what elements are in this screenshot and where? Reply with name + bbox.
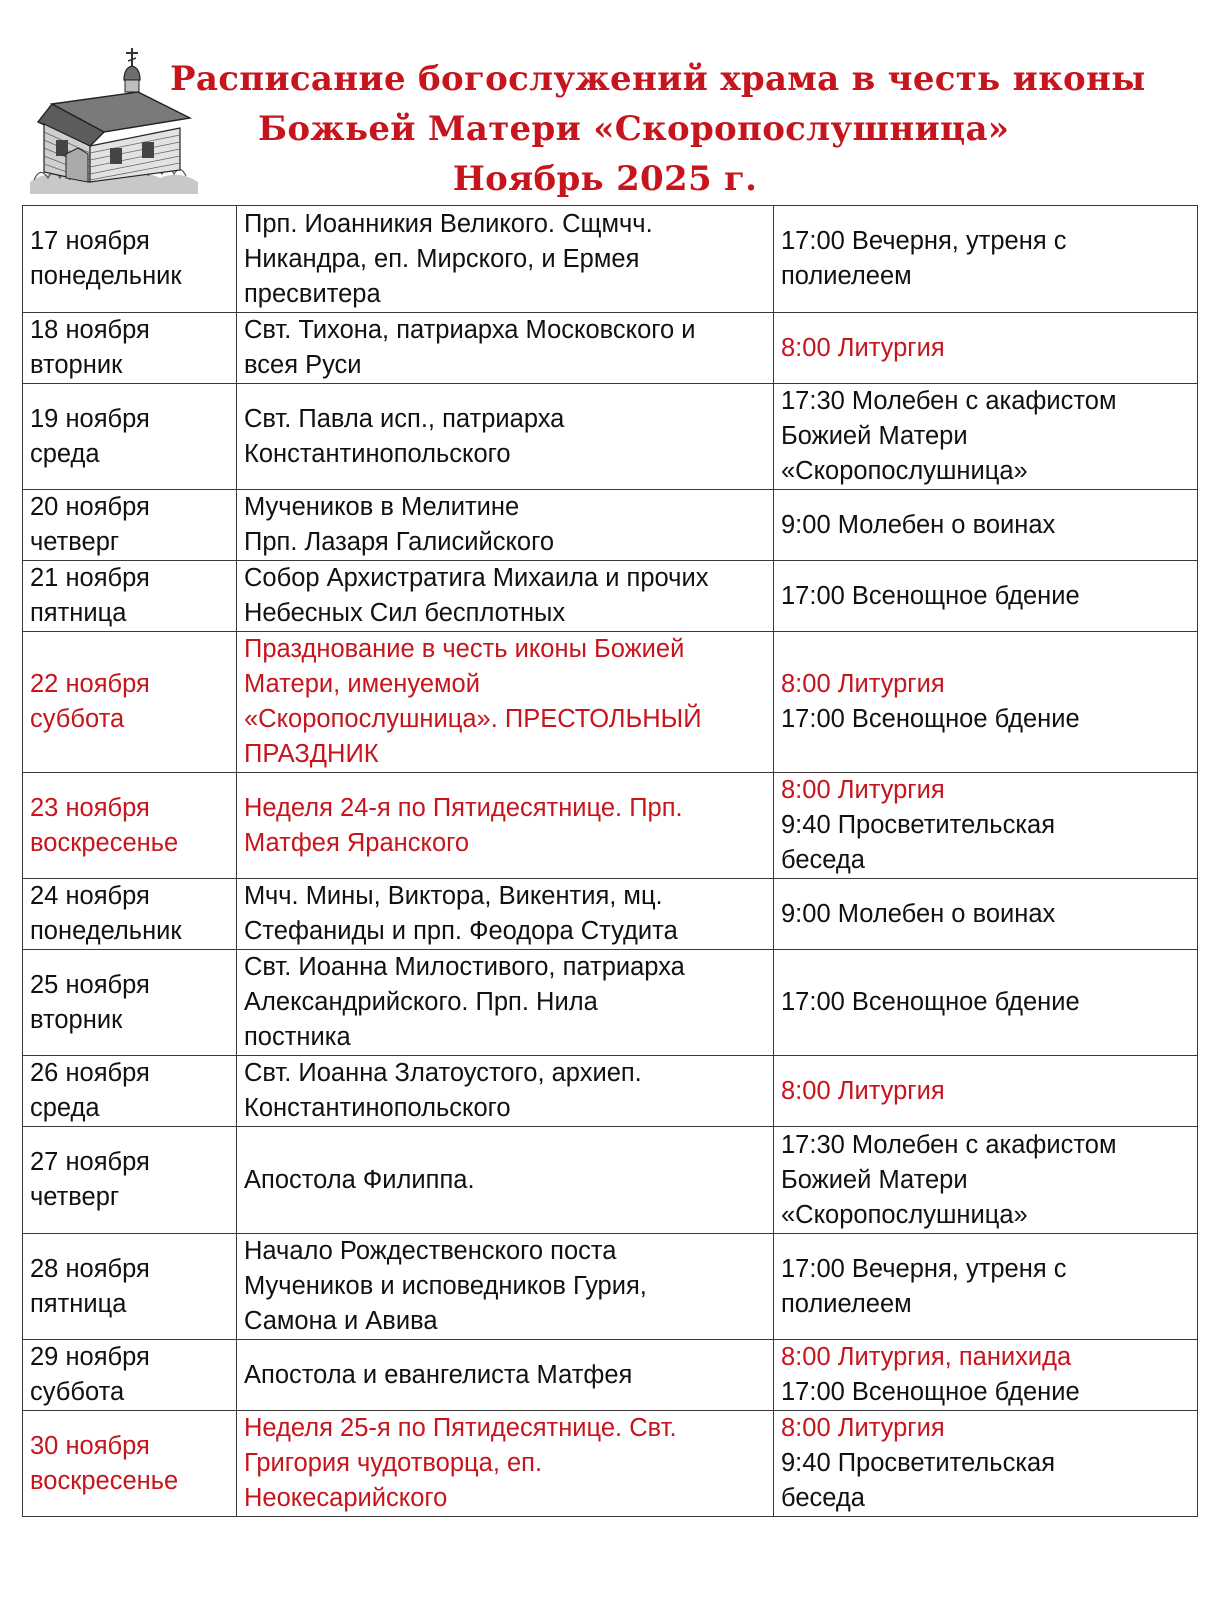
services-cell — [774, 950, 1198, 1056]
weekday-label: воскресенье — [30, 828, 179, 857]
feast-text: Начало Рождественского поста — [244, 1237, 617, 1265]
schedule-row — [23, 950, 1198, 1056]
feast-cell — [237, 313, 774, 384]
schedule-row — [23, 773, 1198, 879]
date-label: 25 ноября — [30, 970, 150, 999]
feast-text: Стефаниды и прп. Феодора Студита — [244, 917, 678, 945]
date-cell — [23, 1056, 237, 1127]
schedule-row — [23, 1056, 1198, 1127]
service-text: 17:00 Вечерня, утреня с — [781, 1254, 1067, 1283]
date-cell — [23, 384, 237, 490]
date-label: 21 ноября — [30, 564, 150, 592]
services-cell — [774, 313, 1198, 384]
feast-cell — [237, 879, 774, 950]
service-text: 8:00 Литургия — [781, 1076, 945, 1105]
service-text: беседа — [781, 1484, 865, 1512]
date-label: 27 ноября — [30, 1148, 150, 1176]
feast-text: Константинопольского — [244, 1094, 511, 1122]
services-cell — [774, 206, 1198, 313]
service-text: 8:00 Литургия — [781, 776, 945, 804]
feast-text: Матери, именуемой — [244, 670, 480, 698]
date-cell — [23, 206, 237, 313]
feast-text: Небесных Сил бесплотных — [244, 599, 566, 627]
schedule-row — [23, 1234, 1198, 1340]
service-text: 9:40 Просветительская — [781, 811, 1056, 839]
date-label: 18 ноября — [30, 316, 150, 344]
date-cell — [23, 879, 237, 950]
services-cell — [774, 1234, 1198, 1340]
feast-text: постника — [244, 1023, 351, 1051]
feast-text: Неделя 24-я по Пятидесятнице. Прп. — [244, 793, 683, 822]
service-text: 9:00 Молебен о воинах — [781, 510, 1056, 539]
feast-cell — [237, 1411, 774, 1517]
date-label: 19 ноября — [30, 404, 150, 433]
schedule-row — [23, 879, 1198, 950]
service-text: беседа — [781, 846, 865, 874]
feast-text: Празднование в честь иконы Божией — [244, 635, 685, 663]
services-cell — [774, 384, 1198, 490]
service-text: «Скоропослушница» — [781, 1200, 1028, 1229]
schedule-title-line-2: Божьей Матери «Скоропослушница» — [258, 109, 1010, 149]
schedule-row — [23, 1340, 1198, 1411]
schedule-row — [23, 561, 1198, 632]
services-cell — [774, 490, 1198, 561]
service-text: 8:00 Литургия, панихида — [781, 1343, 1072, 1371]
feast-text: Неделя 25-я по Пятидесятнице. Свт. — [244, 1414, 677, 1442]
date-cell — [23, 950, 237, 1056]
services-cell — [774, 879, 1198, 950]
service-text: Божией Матери — [781, 422, 968, 450]
schedule-row — [23, 1411, 1198, 1517]
schedule-row — [23, 1127, 1198, 1234]
service-text: Божией Матери — [781, 1165, 968, 1194]
services-cell — [774, 632, 1198, 773]
feast-text: Апостола Филиппа. — [244, 1165, 475, 1194]
date-label: 26 ноября — [30, 1059, 150, 1087]
feast-text: Неокесарийского — [244, 1484, 448, 1512]
feast-text: Свт. Тихона, патриарха Московского и — [244, 316, 696, 344]
date-label: 29 ноября — [30, 1343, 150, 1371]
date-label: 30 ноября — [30, 1431, 150, 1460]
service-text: 8:00 Литургия — [781, 1414, 945, 1442]
service-text: 8:00 Литургия — [781, 670, 945, 698]
schedule-title-line-1: Расписание богослужений храма в честь иконы — [170, 59, 1146, 99]
service-text: 17:00 Всенощное бдение — [781, 705, 1080, 733]
feast-text: «Скоропослушница». ПРЕСТОЛЬНЫЙ — [244, 705, 702, 733]
feast-cell — [237, 561, 774, 632]
date-label: 23 ноября — [30, 793, 150, 822]
schedule-table — [22, 205, 1198, 1517]
schedule-row — [23, 490, 1198, 561]
date-cell — [23, 1127, 237, 1234]
service-text: 9:40 Просветительская — [781, 1449, 1056, 1477]
feast-text: Прп. Лазаря Галисийского — [244, 528, 554, 556]
weekday-label: пятница — [30, 1289, 127, 1318]
feast-text: Никандра, еп. Мирского, и Ермея — [244, 244, 640, 273]
service-text: 17:00 Вечерня, утреня с — [781, 227, 1067, 255]
services-cell — [774, 773, 1198, 879]
feast-text: Прп. Иоанникия Великого. Сщмчч. — [244, 209, 653, 238]
feast-cell — [237, 1056, 774, 1127]
date-label: 17 ноября — [30, 227, 150, 255]
schedule-title-month: Ноябрь 2025 г. — [452, 159, 758, 199]
service-text: 17:30 Молебен с акафистом — [781, 1130, 1117, 1159]
service-text: «Скоропослушница» — [781, 457, 1028, 485]
services-cell — [774, 1056, 1198, 1127]
feast-text: Свт. Павла исп., патриарха — [244, 404, 565, 433]
date-cell — [23, 1340, 237, 1411]
feast-text: Мчч. Мины, Виктора, Викентия, мц. — [244, 882, 663, 910]
schedule-row — [23, 206, 1198, 313]
date-cell — [23, 1411, 237, 1517]
feast-cell — [237, 1234, 774, 1340]
weekday-label: среда — [30, 439, 100, 468]
services-cell — [774, 1411, 1198, 1517]
feast-cell — [237, 1127, 774, 1234]
weekday-label: суббота — [30, 1378, 125, 1406]
feast-text: Мучеников в Мелитине — [244, 493, 520, 521]
feast-text: Апостола и евангелиста Матфея — [244, 1360, 633, 1389]
weekday-label: четверг — [30, 528, 120, 556]
services-cell — [774, 1340, 1198, 1411]
date-cell — [23, 490, 237, 561]
weekday-label: воскресенье — [30, 1466, 179, 1495]
weekday-label: понедельник — [30, 917, 182, 945]
schedule-table-body — [23, 206, 1198, 1517]
schedule-row — [23, 313, 1198, 384]
service-text: полиелеем — [781, 262, 912, 290]
feast-text: Собор Архистратига Михаила и прочих — [244, 564, 709, 592]
feast-text: Свт. Иоанна Милостивого, патриарха — [244, 953, 685, 981]
feast-text: всея Руси — [244, 351, 362, 379]
services-cell — [774, 1127, 1198, 1234]
feast-text: Константинопольского — [244, 439, 511, 468]
schedule-row — [23, 632, 1198, 773]
feast-text: Самона и Авива — [244, 1307, 438, 1335]
feast-text: Александрийского. Прп. Нила — [244, 988, 598, 1016]
date-label: 24 ноября — [30, 882, 150, 910]
weekday-label: суббота — [30, 705, 125, 733]
feast-text: Мучеников и исповедников Гурия, — [244, 1272, 647, 1300]
feast-cell — [237, 490, 774, 561]
feast-text: Свт. Иоанна Златоустого, архиеп. — [244, 1059, 642, 1087]
feast-cell — [237, 632, 774, 773]
date-cell — [23, 632, 237, 773]
feast-cell — [237, 950, 774, 1056]
service-text: 17:00 Всенощное бдение — [781, 988, 1080, 1016]
service-text: 17:00 Всенощное бдение — [781, 1378, 1080, 1406]
date-cell — [23, 1234, 237, 1340]
feast-text: Матфея Яранского — [244, 828, 470, 857]
feast-text: Григория чудотворца, еп. — [244, 1449, 543, 1477]
weekday-label: понедельник — [30, 262, 182, 290]
feast-cell — [237, 1340, 774, 1411]
weekday-label: вторник — [30, 351, 123, 379]
feast-cell — [237, 384, 774, 490]
weekday-label: четверг — [30, 1183, 120, 1211]
service-text: 9:00 Молебен о воинах — [781, 899, 1056, 928]
feast-text: ПРАЗДНИК — [244, 740, 379, 768]
feast-cell — [237, 206, 774, 313]
feast-cell — [237, 773, 774, 879]
date-label: 22 ноября — [30, 670, 150, 698]
services-cell — [774, 561, 1198, 632]
weekday-label: вторник — [30, 1005, 123, 1034]
date-label: 20 ноября — [30, 493, 150, 521]
date-cell — [23, 773, 237, 879]
weekday-label: пятница — [30, 599, 127, 627]
service-text: полиелеем — [781, 1289, 912, 1318]
service-text: 17:30 Молебен с акафистом — [781, 387, 1117, 415]
date-cell — [23, 313, 237, 384]
weekday-label: среда — [30, 1094, 100, 1122]
service-text: 8:00 Литургия — [781, 333, 945, 362]
service-text: 17:00 Всенощное бдение — [781, 581, 1080, 610]
schedule-row — [23, 384, 1198, 490]
feast-text: пресвитера — [244, 279, 381, 308]
date-label: 28 ноября — [30, 1254, 150, 1283]
date-cell — [23, 561, 237, 632]
